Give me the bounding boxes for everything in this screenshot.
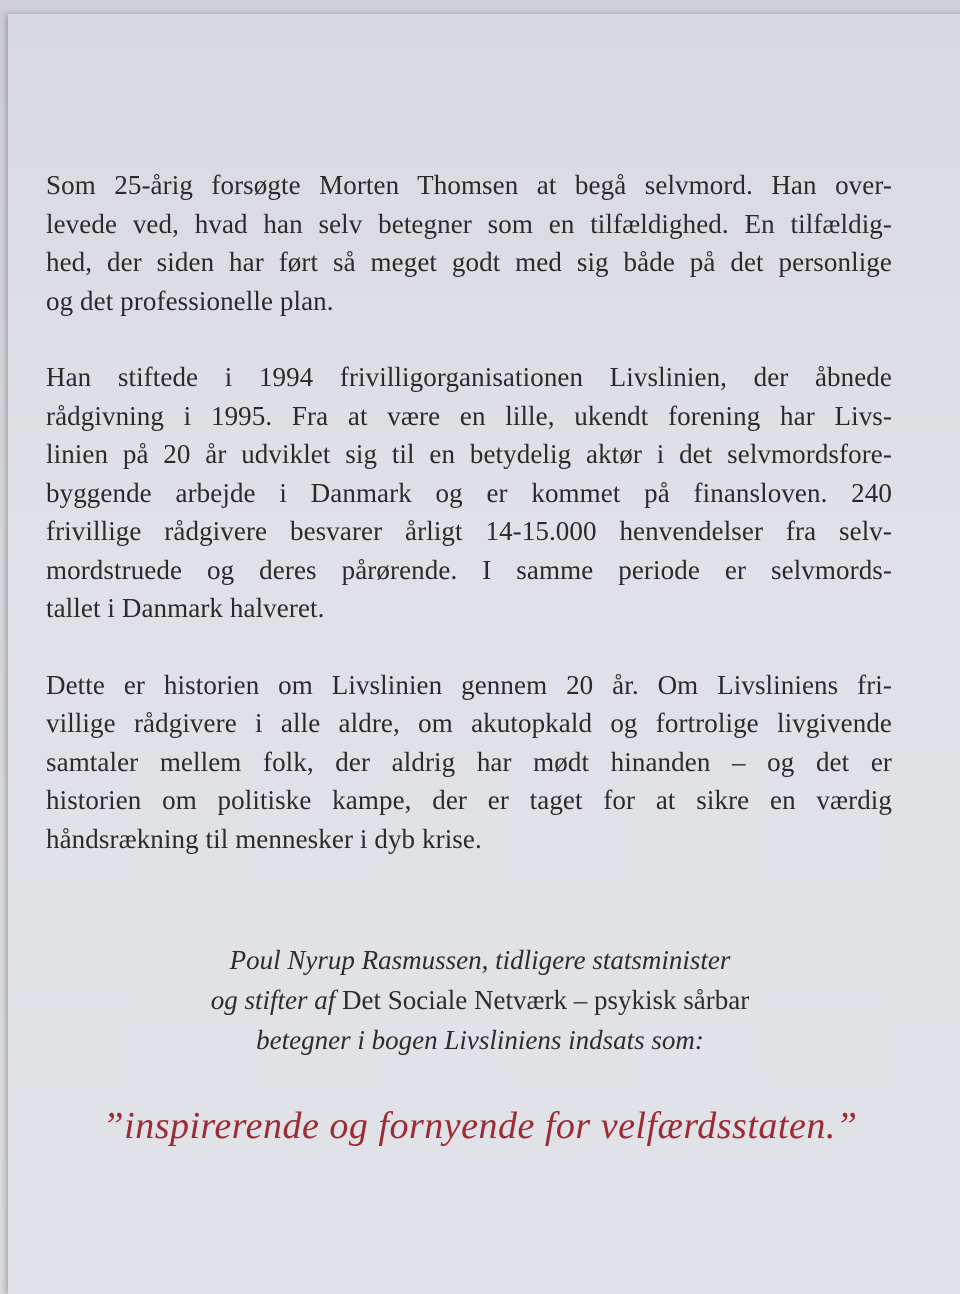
text-line: historien om politiske kampe, der er taget for at sikre en værdig [46,785,892,815]
text-line: frivillige rådgivere besvarer årligt 14-15.000 henvendelser fra selv- [46,516,892,546]
blurb-paragraph-3 [46,666,892,859]
text-line: byggende arbejde i Danmark og er kommet på finansloven. 240 [46,477,892,508]
endorsement-attribution [0,940,960,1060]
blurb-paragraph-2 [46,358,892,628]
text-line: håndsrækning til mennesker i dyb krise. [46,823,482,854]
text-line: Som 25-årig forsøgte Morten Thomsen at begå selvmord. Han over- [46,170,892,200]
text-line: hed, der siden har ført så meget godt med sig både på det personlige [46,247,892,277]
text-line: tallet i Danmark halveret. [46,593,325,623]
text-line: levede ved, hvad han selv betegner som en tilfældighed. En tilfældig- [46,208,892,239]
text-line: og det professionelle plan. [46,285,334,316]
blurb-text [46,166,892,896]
endorsement-line-2-italic: og stifter af [210,985,336,1015]
text-line: Dette er historien om Livslinien gennem 20 år. Om Livsliniens fri- [46,669,892,700]
endorsement-line-2-roman: Det Sociale Netværk – psykisk sårbar [335,985,750,1015]
endorsement-line-2 [0,980,960,1020]
text-line: villige rådgivere i alle aldre, om akutopkald og fortrolige livgivende [46,708,892,738]
text-line: linien på 20 år udviklet sig til en betydelig aktør i det selvmordsfore- [46,439,892,469]
pull-quote: ”inspirerende og fornyende for velfærdsstaten.” [102,1105,858,1147]
text-line: rådgivning i 1995. Fra at være en lille, ukendt forening har Livs- [46,400,892,431]
blurb-paragraph-1 [46,166,892,320]
text-line: mordstruede og deres pårørende. I samme periode er selvmords- [46,554,892,585]
text-line: Han stiftede i 1994 frivilligorganisationen Livslinien, der åbnede [46,362,892,392]
endorsement-line-1: Poul Nyrup Rasmussen, tidligere statsminister [229,945,731,975]
text-line: samtaler mellem folk, der aldrig har mødt hinanden – og det er [46,746,892,777]
endorsement-line-3: betegner i bogen Livsliniens indsats som: [256,1025,704,1055]
